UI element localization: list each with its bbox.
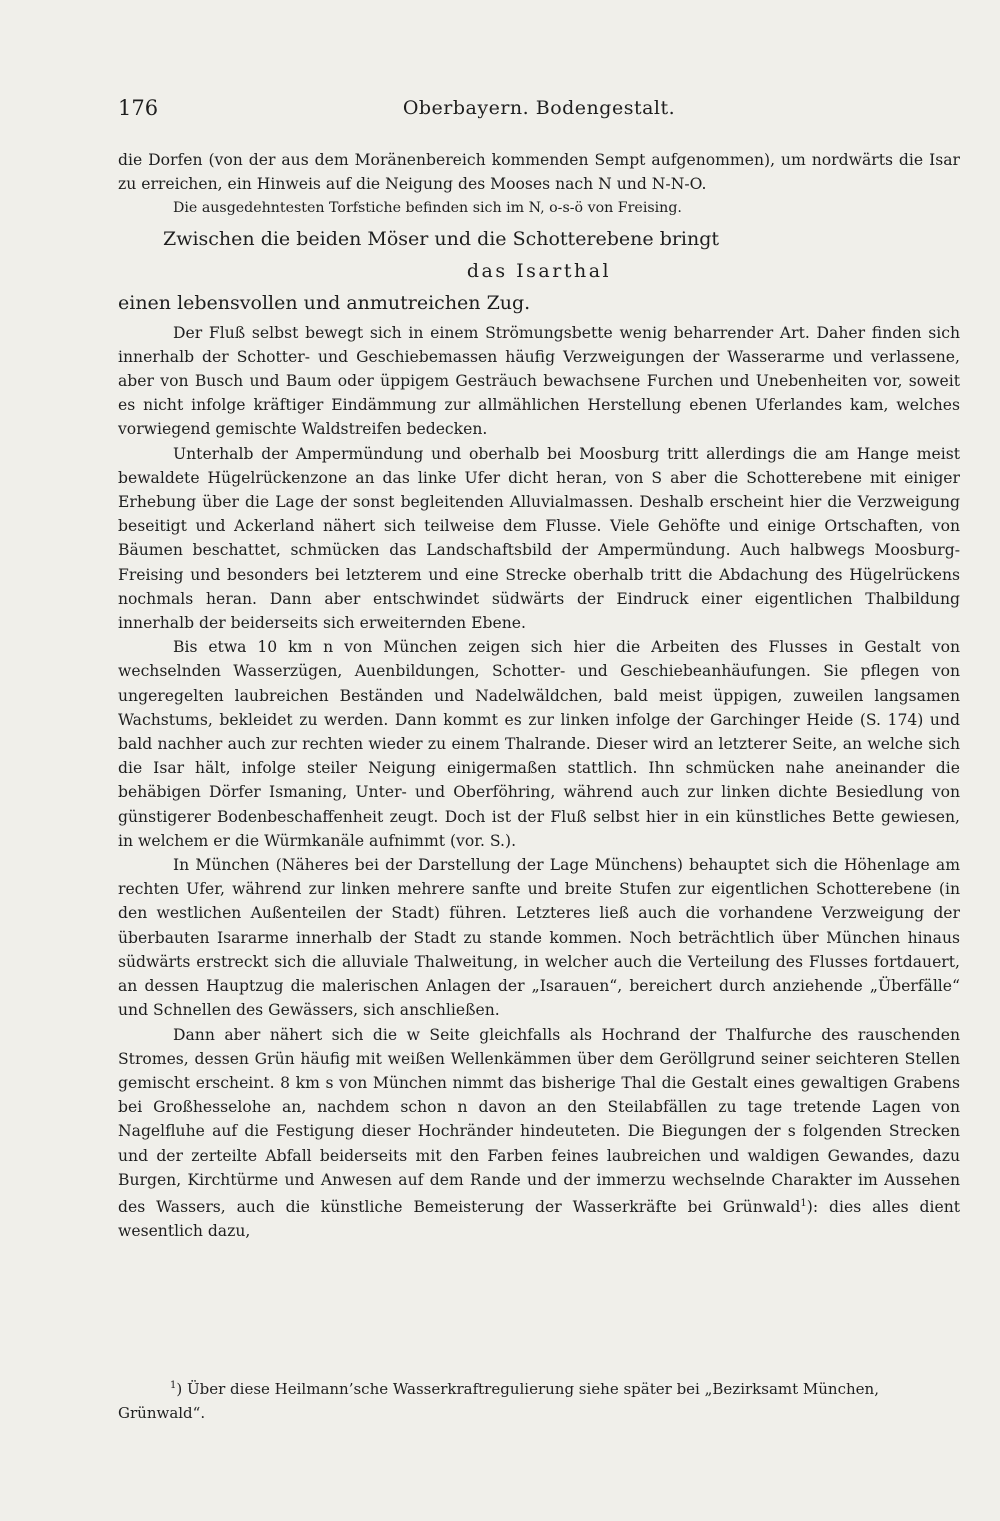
footnote	[118, 1374, 960, 1425]
body-text	[118, 148, 960, 1244]
paragraph: Unterhalb der Ampermündung und oberhalb bei Moosburg tritt allerdings die am Hange meist bewaldete Hügelrückenzone an das linke Ufer dicht heran, von S aber die Schotterebene mit einiger Erhebung über die Lage der sonst begleitenden Alluvialmassen. Deshalb erscheint hier die Verzweigung beseitigt und Ackerland nähert sich teilweise dem Flusse. Viele Gehöfte und einige Ortschaften, von Bäumen beschattet, schmücken das Landschaftsbild der Ampermündung. Auch halbwegs Moosburg-Freising und besonders bei letzterem und eine Strecke oberhalb tritt die Abdachung des Hügelrückens nochmals heran. Dann aber entschwindet südwärts der Eindruck einer eigentlichen Thalbildung innerhalb der beiderseits sich erweiternden Ebene.	[118, 444, 960, 633]
footnote-marker: 1	[170, 1380, 177, 1391]
page-number: 176	[118, 96, 159, 120]
footnote-text	[118, 1374, 960, 1425]
section-heading	[118, 223, 960, 319]
footnote-body: ) Über diese Heilmann’sche Wasserkraftregulierung siehe später bei „Bezirksamt München, Grünwald“.	[118, 1380, 879, 1422]
paragraph-text: Dann aber nähert sich die w Seite gleichfalls als Hochrand der Thalfurche des rauschenden Stromes, dessen Grün häufig mit weißen Wellenkämmen über dem Geröllgrund seiner seichteren Stellen gemischt erscheint. 8 km s von München nimmt das bisherige Thal die Gestalt eines gewaltigen Grabens bei Großhesselohe an, nachdem schon n davon an den Steilabfällen zu tage tretende Lagen von Nagelfluhe auf die Festigung dieser Hochränder hindeuteten. Die Biegungen der s folgenden Strecken und der zerteilte Abfall beiderseits mit den Farben feines laubreichen und waldigen Gewandes, dazu Burgen, Kirchtürme und Anwesen auf dem Rande und der immerzu wechselnde Charakter im Aussehen des Wassers, auch die künstliche Bemeisterung der Wasserkräfte bei Grünwald	[118, 1025, 960, 1217]
paragraph-small-note: Die ausgedehntesten Torfstiche befinden sich im N, o-s-ö von Freising.	[173, 200, 682, 217]
section-heading-line-2: das Isarthal	[466, 259, 612, 282]
running-head: Oberbayern. Bodengestalt.	[402, 97, 676, 119]
paragraph-continuation: die Dorfen (von der aus dem Moränenbereich kommenden Sempt aufgenommen), um nordwärts die Isar zu erreichen, ein Hinweis auf die Neigung des Mooses nach N und N-N-O.	[118, 151, 960, 194]
paragraph-text-end: ): dies alles dient wesentlich dazu,	[118, 1198, 961, 1241]
paragraph: Der Fluß selbst bewegt sich in einem Strömungsbette wenig beharrender Art. Daher finden sich innerhalb der Schotter- und Geschiebemassen häufig Verzweigungen der Wasserarme und verlassene, aber von Busch und Baum oder üppigem Gesträuch bewachsene Furchen und Unebenheiten vor, soweit es nicht infolge kräftiger Eindämmung zur allmählichen Herstellung ebenen Uferlandes kam, welches vorwiegend gemischte Waldstreifen bedecken.	[118, 323, 960, 439]
paragraph: In München (Näheres bei der Darstellung der Lage Münchens) behauptet sich die Höhenlage am rechten Ufer, während zur linken mehrere sanfte und breite Stufen zur eigentlichen Schotterebene (in den westlichen Außenteilen der Stadt) führen. Letzteres ließ auch die vorhandene Verzweigung der überbauten Isararme innerhalb der Stadt zu stande kommen. Noch beträchtlich über München hinaus südwärts erstreckt sich die alluviale Thalweitung, in welcher auch die Verteilung des Flusses fortdauert, an dessen Hauptzug die malerischen Anlagen der „Isarauen“, bereichert durch anziehende „Überfälle“ und Schnellen des Gewässers, sich anschließen.	[118, 856, 960, 1020]
paragraph	[118, 1023, 960, 1244]
page-header	[118, 96, 960, 126]
section-heading-line-1: Zwischen die beiden Möser und die Schotterebene bringt	[163, 227, 720, 250]
footnote-reference: 1	[800, 1197, 807, 1209]
paragraph: Bis etwa 10 km n von München zeigen sich hier die Arbeiten des Flusses in Gestalt von wechselnden Wasserzügen, Auenbildungen, Schotter- und Geschiebeanhäufungen. Sie pflegen von ungeregelten laubreichen Beständen und Nadelwäldchen, bald meist üppigen, zuweilen langsamen Wachstums, bekleidet zu werden. Dann kommt es zur linken infolge der Garchinger Heide (S. 174) und bald nachher auch zur rechten wieder zu einem Thalrande. Dieser wird an letzterer Seite, an welche sich die Isar hält, infolge steiler Neigung einigermaßen stattlich. Ihn schmücken nahe aneinander die behäbigen Dörfer Ismaning, Unter- und Oberföhring, während auch zur linken dichte Besiedlung von günstigerer Bodenbeschaffenheit zeugt. Doch ist der Fluß selbst hier in ein künstliches Bette gewiesen, in welchem er die Würmkanäle aufnimmt (vor. S.).	[118, 638, 960, 850]
section-heading-line-3: einen lebensvollen und anmutreichen Zug.	[118, 291, 531, 314]
